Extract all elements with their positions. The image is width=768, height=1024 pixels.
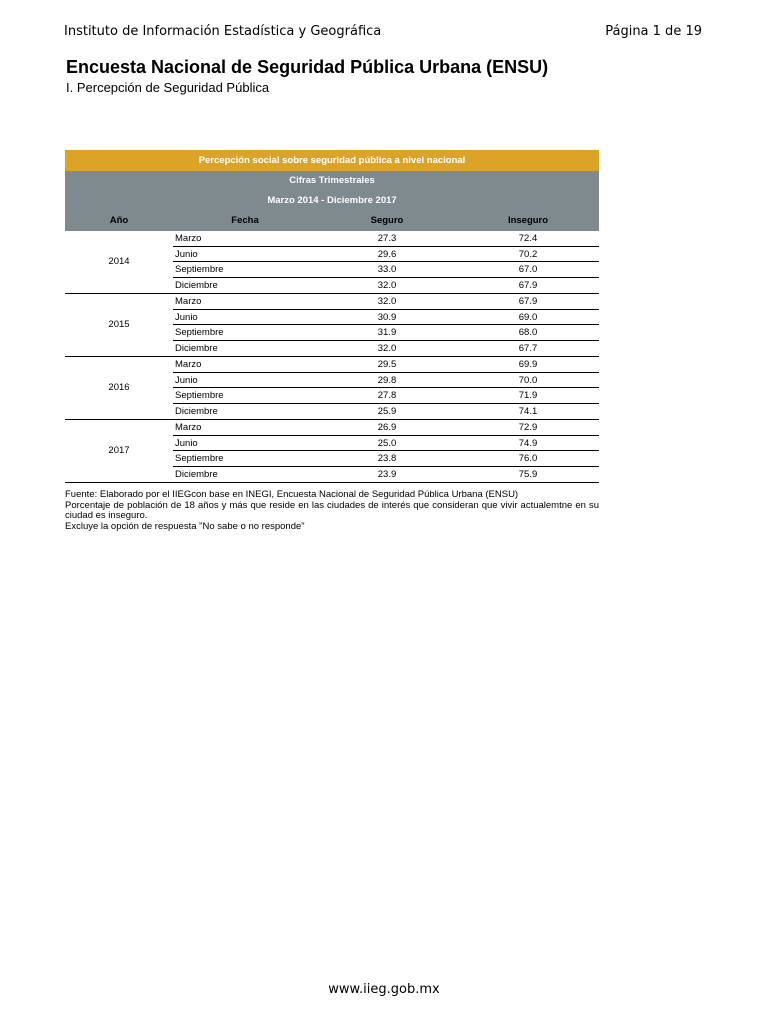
inseguro-cell: 67.0 bbox=[518, 264, 538, 275]
year-group-2016 bbox=[65, 357, 599, 420]
table-header-row bbox=[65, 211, 599, 231]
table-row bbox=[173, 247, 599, 263]
fecha-cell: Septiembre bbox=[175, 390, 224, 401]
document-title: Encuesta Nacional de Seguridad Pública Urbana (ENSU) bbox=[66, 57, 549, 77]
table-row bbox=[173, 310, 599, 326]
fecha-cell: Junio bbox=[175, 311, 198, 323]
inseguro-cell: 67.9 bbox=[518, 279, 538, 291]
seguro-cell: 27.3 bbox=[377, 233, 397, 244]
table-caption: Percepción social sobre seguridad pública a nivel nacional bbox=[65, 150, 599, 171]
year-group-2017 bbox=[65, 420, 599, 483]
seguro-cell: 32.0 bbox=[377, 279, 397, 291]
seguro-cell: 33.0 bbox=[377, 264, 397, 275]
fecha-cell: Junio bbox=[175, 248, 198, 260]
fecha-cell: Septiembre bbox=[175, 264, 224, 275]
column-header-year: Año bbox=[109, 215, 129, 226]
seguro-cell: 27.8 bbox=[377, 390, 397, 401]
table-row bbox=[173, 467, 599, 483]
inseguro-cell: 72.9 bbox=[518, 422, 538, 433]
table-row bbox=[173, 231, 599, 247]
table-notes bbox=[65, 490, 599, 532]
fecha-cell: Septiembre bbox=[175, 453, 224, 464]
inseguro-cell: 76.0 bbox=[518, 453, 538, 464]
exclusion-note: Excluye la opción de respuesta "No sabe o no responde" bbox=[65, 520, 305, 532]
year-cell: 2016 bbox=[108, 382, 130, 393]
inseguro-cell: 67.7 bbox=[518, 342, 538, 354]
seguro-cell: 29.5 bbox=[377, 359, 397, 370]
table-row bbox=[173, 373, 599, 389]
seguro-cell: 29.8 bbox=[377, 374, 397, 386]
column-header-inseguro: Inseguro bbox=[507, 215, 549, 226]
table-row bbox=[173, 436, 599, 452]
inseguro-cell: 69.0 bbox=[518, 311, 538, 323]
inseguro-cell: 70.0 bbox=[518, 374, 538, 386]
column-header-seguro: Seguro bbox=[370, 215, 404, 226]
seguro-cell: 32.0 bbox=[377, 296, 397, 307]
fecha-cell: Marzo bbox=[175, 233, 202, 244]
fecha-cell: Diciembre bbox=[175, 405, 218, 417]
seguro-cell: 25.9 bbox=[377, 405, 397, 417]
column-header-fecha: Fecha bbox=[231, 215, 259, 226]
fecha-cell: Marzo bbox=[175, 296, 202, 307]
table-period: Marzo 2014 - Diciembre 2017 bbox=[65, 191, 599, 211]
year-cell: 2014 bbox=[108, 256, 130, 267]
inseguro-cell: 69.9 bbox=[518, 359, 538, 370]
seguro-cell: 29.6 bbox=[377, 248, 397, 260]
source-note: Fuente: Elaborado por el IIEGcon base en INEGI, Encuesta Nacional de Seguridad Pública Urbana (ENSU) bbox=[65, 489, 519, 500]
institution-name: Instituto de Información Estadística y Geográfica bbox=[64, 24, 382, 39]
table-row bbox=[173, 451, 599, 467]
table-row bbox=[173, 388, 599, 404]
table-row bbox=[173, 325, 599, 341]
seguro-cell: 32.0 bbox=[377, 342, 397, 354]
table-row bbox=[173, 420, 599, 436]
table-row bbox=[173, 357, 599, 373]
fecha-cell: Septiembre bbox=[175, 327, 224, 338]
inseguro-cell: 67.9 bbox=[518, 296, 538, 307]
fecha-cell: Diciembre bbox=[175, 342, 218, 354]
table-row bbox=[173, 341, 599, 357]
table-row bbox=[173, 278, 599, 294]
year-cell: 2015 bbox=[108, 319, 130, 330]
document-subtitle: I. Percepción de Seguridad Pública bbox=[66, 80, 270, 95]
fecha-cell: Diciembre bbox=[175, 468, 218, 480]
seguro-cell: 26.9 bbox=[377, 422, 397, 433]
table-row bbox=[173, 294, 599, 310]
year-group-2014 bbox=[65, 231, 599, 294]
table-subcaption: Cifras Trimestrales bbox=[65, 171, 599, 191]
fecha-cell: Diciembre bbox=[175, 279, 218, 291]
inseguro-cell: 68.0 bbox=[518, 327, 538, 338]
fecha-cell: Marzo bbox=[175, 359, 202, 370]
footer-url: www.iieg.gob.mx bbox=[328, 982, 440, 997]
inseguro-cell: 74.1 bbox=[518, 405, 538, 417]
fecha-cell: Marzo bbox=[175, 422, 202, 433]
fecha-cell: Junio bbox=[175, 437, 198, 449]
definition-note: Porcentaje de población de 18 años y más que reside en las ciudades de interés que consideran que vivir actualemtne en su ciudad es inseguro. bbox=[65, 499, 599, 522]
table-row bbox=[173, 404, 599, 420]
perception-table bbox=[65, 150, 599, 483]
fecha-cell: Junio bbox=[175, 374, 198, 386]
year-cell: 2017 bbox=[108, 445, 130, 456]
page-number: Página 1 de 19 bbox=[605, 24, 702, 39]
inseguro-cell: 74.9 bbox=[518, 437, 538, 449]
seguro-cell: 25.0 bbox=[377, 437, 397, 449]
inseguro-cell: 70.2 bbox=[518, 248, 538, 260]
seguro-cell: 23.9 bbox=[377, 468, 397, 480]
inseguro-cell: 75.9 bbox=[518, 468, 538, 480]
year-group-2015 bbox=[65, 294, 599, 357]
inseguro-cell: 71.9 bbox=[518, 390, 538, 401]
seguro-cell: 23.8 bbox=[377, 453, 397, 464]
table-row bbox=[173, 262, 599, 278]
seguro-cell: 30.9 bbox=[377, 311, 397, 323]
seguro-cell: 31.9 bbox=[377, 327, 397, 338]
inseguro-cell: 72.4 bbox=[518, 233, 538, 244]
